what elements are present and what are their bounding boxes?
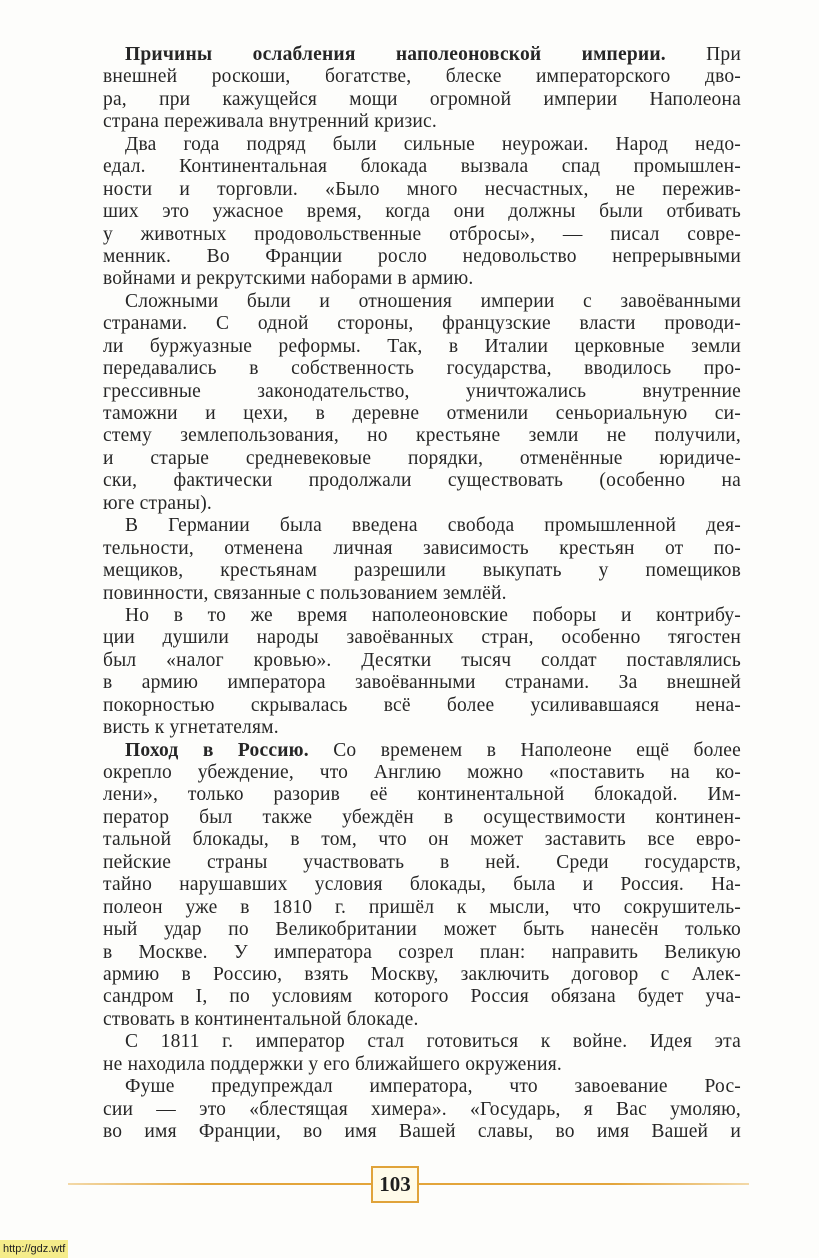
line-text: юге страны). [103,492,212,514]
line-text: Сложными были и отношения империи с завоёванными [125,290,741,312]
line-text: и старые средневековые порядки, отменённые юридиче- [103,447,741,469]
line-text: мещиков, крестьянам разрешили выкупать у помещиков [103,560,741,582]
text-line [103,515,741,537]
line-text: таможни и цехи, в деревне отменили сеньориальную си- [103,403,741,424]
text-line [103,66,741,88]
line-text: стему землепользования, но крестьяне земли не получили, [103,425,741,447]
text-line [103,201,741,223]
text-line [103,560,741,582]
line-text: ности и торговли. «Было много несчастных, не пережив- [103,178,741,200]
text-line [103,291,741,313]
line-text: лени», только разорив её континентальной блокадой. Им- [103,784,741,806]
line-text: Со временем в Наполеоне ещё более [308,739,741,761]
text-line [103,627,741,649]
section-heading: Причины ослабления наполеоновской империи. [125,44,666,65]
text-line [103,111,741,133]
line-text: пейские страны участвовать в ней. Среди государств, [103,851,741,873]
line-text: передавались в собственность государства, вводилось про- [103,358,741,380]
line-text: повинности, связанные с пользованием землёй. [103,582,507,604]
line-text: ператор был также убеждён в осуществимости континен- [103,806,741,828]
text-line [103,89,741,111]
text-line [103,852,741,874]
text-line [103,986,741,1008]
text-line [103,224,741,246]
line-text: странами. С одной стороны, французские власти проводи- [103,313,741,335]
text-line [103,268,741,290]
text-line [103,179,741,201]
line-text: Но в то же время наполеоновские поборы и контрибу- [125,604,741,626]
text-line [103,762,741,784]
text-line [103,605,741,627]
text-line [103,1031,741,1053]
line-text: страна переживала внутренний кризис. [103,111,437,133]
text-line [103,807,741,829]
paragraph [103,605,741,740]
line-text: висть к угнетателям. [103,717,279,739]
text-line [103,134,741,156]
text-line [103,336,741,358]
line-text: При [665,44,741,65]
section-heading: Поход в Россию. [125,739,309,761]
line-text: ции душили народы завоёванных стран, особенно тягостен [103,627,741,649]
line-text: в Москве. У императора созрел план: направить Великую [103,941,741,963]
paragraph [103,740,741,1032]
text-line [103,695,741,717]
line-text: едал. Континентальная блокада вызвала спад промышлен- [103,156,741,178]
text-line [103,1009,741,1031]
line-text: был «налог кровью». Десятки тысяч солдат поставлялись [103,649,741,671]
page-number: 103 [371,1166,419,1203]
text-line [103,313,741,335]
line-text: не находила поддержки у его ближайшего окружения. [103,1053,562,1075]
text-line [103,650,741,672]
text-line [103,919,741,941]
line-text: окрепло убеждение, что Англию можно «поставить на ко- [103,762,741,783]
line-text: войнами и рекрутскими наборами в армию. [103,268,474,290]
line-text: сандром I, по условиям которого Россия обязана будет уча- [103,986,741,1008]
page-body-text [103,44,741,1143]
line-text: тайно нарушавших условия блокады, была и Россия. На- [103,874,741,896]
line-text: сии — это «блестящая химера». «Государь, я Вас умоляю, [103,1098,741,1120]
paragraph [103,44,741,134]
line-text: грессивные законодательство, уничтожались внутренние [103,380,741,402]
watermark-link[interactable]: http://gdz.wtf [0,1240,68,1258]
line-text: полеон уже в 1810 г. пришёл к мысли, что сокрушитель- [103,896,741,918]
text-line [103,897,741,919]
line-text: армию в Россию, взять Москву, заключить договор с Алек- [103,963,741,985]
text-line [103,425,741,447]
line-text: внешней роскоши, богатстве, блеске императорского дво- [103,66,741,88]
text-line [103,874,741,896]
text-line [103,964,741,986]
text-line [103,717,741,739]
line-text: ли буржуазные реформы. Так, в Италии церковные земли [103,335,741,357]
text-line [103,246,741,268]
paragraph [103,134,741,291]
text-line [103,784,741,806]
text-line [103,583,741,605]
line-text: ный удар по Великобритании может быть нанесён только [103,919,741,941]
line-text: ших это ужасное время, когда они должны были отбивать [103,201,741,223]
text-line [103,493,741,515]
text-line [103,470,741,492]
line-text: во имя Франции, во имя Вашей славы, во имя Вашей и [103,1121,741,1142]
text-line [103,403,741,425]
text-line [103,1076,741,1098]
line-text: ра, при кажущейся мощи огромной империи Наполеона [103,88,741,110]
text-line [103,672,741,694]
text-line [103,1054,741,1076]
text-line [103,829,741,851]
text-line [103,358,741,380]
text-line [103,156,741,178]
line-text: Фуше предупреждал императора, что завоевание Рос- [125,1076,741,1098]
text-line [103,44,741,66]
line-text: С 1811 г. император стал готовиться к войне. Идея эта [125,1031,741,1053]
line-text: ствовать в континентальной блокаде. [103,1008,419,1030]
line-text: покорностью скрывалась всё более усиливавшаяся нена- [103,694,741,716]
text-line [103,740,741,762]
line-text: менник. Во Франции росло недовольство непрерывными [103,245,741,267]
line-text: В Германии была введена свобода промышленной дея- [125,515,741,537]
text-line [103,942,741,964]
paragraph [103,291,741,515]
text-line [103,448,741,470]
paragraph [103,1076,741,1143]
line-text: тальной блокады, в том, что он может заставить все евро- [103,829,741,851]
text-line [103,381,741,403]
line-text: Два года подряд были сильные неурожаи. Народ недо- [125,133,741,155]
text-line [103,1121,741,1143]
paragraph [103,1031,741,1076]
paragraph [103,515,741,605]
line-text: тельности, отменена личная зависимость крестьян от по- [103,537,741,559]
line-text: у животных продовольственные отбросы», — писал совре- [103,223,741,245]
text-line [103,1099,741,1121]
line-text: ски, фактически продолжали существовать (особенно на [103,470,741,492]
text-line [103,538,741,560]
line-text: в армию императора завоёванными странами. За внешней [103,672,741,694]
